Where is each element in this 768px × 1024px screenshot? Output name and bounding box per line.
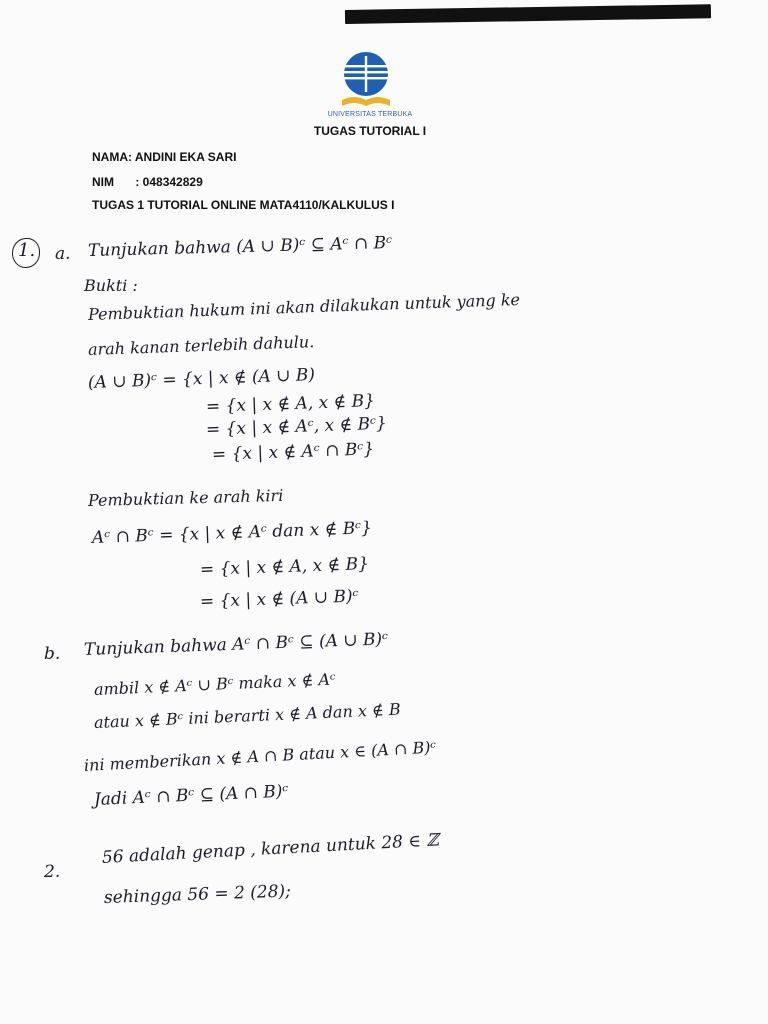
right-proof-line-2: = {x | x ∉ A, x ∉ B}	[205, 391, 376, 417]
part-b-line-2: atau x ∉ Bᶜ ini berarti x ∉ A dan x ∉ B	[93, 699, 401, 732]
document-title: TUGAS TUTORIAL I	[313, 124, 427, 138]
left-proof-line-2: = {x | x ∉ A, x ∉ B}	[199, 554, 370, 580]
nim-label: NIM	[92, 175, 114, 189]
part-a-statement: Tunjukan bahwa (A ∪ B)ᶜ ⊆ Aᶜ ∩ Bᶜ	[87, 233, 393, 261]
question-2-line-1: 56 adalah genap , karena untuk 28 ∈ ℤ	[101, 830, 440, 868]
proof-intro-line-2: arah kanan terlebih dahulu.	[87, 332, 315, 359]
part-b-label: b.	[44, 644, 61, 664]
university-logo-icon	[336, 50, 396, 110]
name-label: NAMA:	[92, 150, 132, 164]
question-2-line-2: sehingga 56 = 2 (28);	[103, 881, 292, 908]
left-proof-line-3: = {x | x ∉ (A ∪ B)ᶜ	[199, 586, 359, 612]
name-value: ANDINI EKA SARI	[134, 150, 237, 164]
left-proof-line-1: Aᶜ ∩ Bᶜ = {x | x ∉ Aᶜ dan x ∉ Bᶜ}	[91, 518, 373, 548]
course-line: TUGAS 1 TUTORIAL ONLINE MATA4110/KALKULUS I	[92, 198, 395, 212]
right-proof-line-3: = {x | x ∉ Aᶜ, x ∉ Bᶜ}	[205, 413, 388, 440]
student-nim-row	[92, 175, 203, 189]
part-b-conclusion: Jadi Aᶜ ∩ Bᶜ ⊆ (A ∩ B)ᶜ	[93, 781, 289, 810]
left-proof-label: Pembuktian ke arah kiri	[87, 485, 284, 510]
part-b-line-3: ini memberikan x ∉ A ∩ B atau x ∈ (A ∩ B)ᶜ	[83, 737, 437, 775]
part-b-line-1: ambil x ∉ Aᶜ ∪ Bᶜ maka x ∉ Aᶜ	[93, 669, 337, 699]
scan-edge-bar	[345, 4, 711, 24]
question-2-number: 2.	[44, 862, 61, 882]
right-proof-line-1: (A ∪ B)ᶜ = {x | x ∉ (A ∪ B)	[87, 365, 316, 393]
student-name-row	[92, 150, 236, 164]
proof-label: Bukti :	[84, 276, 138, 295]
proof-intro-line-1: Pembuktian hukum ini akan dilakukan untuk yang ke	[87, 289, 521, 324]
question-1-number: 1.	[18, 240, 36, 261]
right-proof-line-4: = {x | x ∉ Aᶜ ∩ Bᶜ}	[211, 439, 375, 465]
part-a-label: a.	[55, 244, 71, 264]
nim-value: : 048342829	[135, 175, 203, 189]
part-b-statement: Tunjukan bahwa Aᶜ ∩ Bᶜ ⊆ (A ∪ B)ᶜ	[83, 629, 389, 660]
university-name: UNIVERSITAS TERBUKA	[327, 111, 413, 118]
